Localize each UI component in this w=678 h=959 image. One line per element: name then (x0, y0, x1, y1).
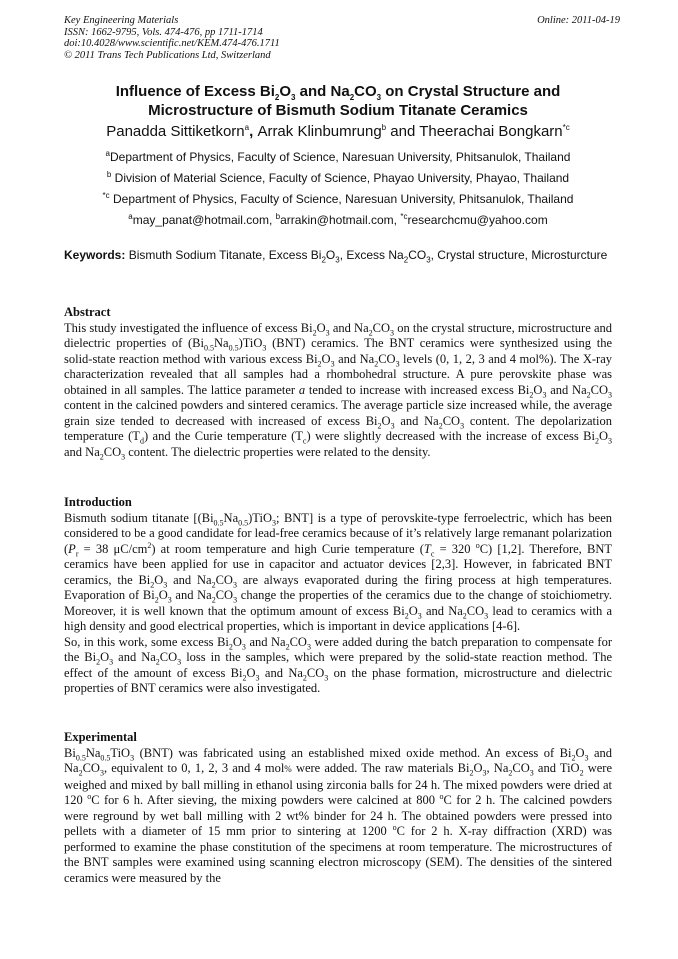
copyright-line: © 2011 Trans Tech Publications Ltd, Switzerland (64, 49, 271, 61)
online-date: Online: 2011-04-19 (537, 15, 620, 26)
introduction-paragraph: Bismuth sodium titanate [$(Bi_{0.5}Na_{0.5})TiO_3$; BNT] is a type of perovskite-type ferroelectric, which has been considered to be a good candidate for lead-free ceramics because of it’s relatively large remanant polarization ($P_r = 38$ $\mu C/cm^2$) at room temperature and high Curie temperature ($T_c = 320$ $^o$C) [1,2]. Therefore, BNT ceramics have been applied for use in capacitor and actuator devices [2,3]. However, in fabricated BNT ceramics, the $Bi_2O_3$ and $Na_2CO_3$ are always evaporated during the firing process at high temperatures. Evaporation of $Bi_2O_3$ and $Na_2CO_3$ change the properties of the ceramics due to the change of stoichiometry. Moreover, it is well known that the optimum amount of excess $Bi_2O_3$ and $Na_2CO_3$ lead to ceramics with a high density and good electrical properties, which is important in device applications [4-6]. (64, 510, 613, 633)
doi-line[interactable]: doi:10.4028/www.scientific.net/KEM.474-476.1711 (64, 38, 280, 49)
abstract-heading: Abstract (64, 305, 111, 319)
email-link[interactable]: may_panat@hotmail.com, (132, 213, 276, 227)
author-name: Arrak Klinbumrung (257, 123, 382, 140)
journal-name: Key Engineering Materials (64, 15, 179, 26)
affiliation-a: $^a$Department of Physics, Faculty of Science, Naresuan University, Phitsanulok, Thailand (105, 149, 571, 164)
introduction-paragraph: So, in this work, some excess $Bi_2O_3$ and $Na_2CO_3$ were added during the batch preparation to compensate for the $Bi_2O_3$ and $Na_2CO_3$ loss in the samples, which were prepared by the solid-state reaction method. The effect of the amount of excess $Bi_2O_3$ and $Na_2CO_3$ on the phase formation, microstructure and dielectric properties of BNT ceramics were also investigated. (64, 634, 612, 695)
author-emails: $^a$may_panat@hotmail.com, $^b$arrakin@hotmail.com, $^{*c}$researchcmu@yahoo.com (128, 212, 548, 227)
abstract-section (64, 305, 612, 460)
email-link[interactable]: researchcmu@yahoo.com (407, 213, 548, 227)
issn-line: ISSN: 1662-9795, Vols. 474-476, pp 1711-1714 (64, 26, 263, 38)
affiliation-b: $^b$ Division of Material Science, Faculty of Science, Phayao University, Phayao, Thailand (106, 170, 570, 185)
author-name: Theerachai Bongkarn (419, 123, 563, 140)
introduction-heading: Introduction (64, 495, 132, 509)
experimental-paragraph: $Bi_{0.5}Na_{0.5}TiO_3$ (BNT) was fabricated using an established mixed oxide method. An excess of $Bi_2O_3$ and $Na_2CO_3$, equivalent to 0, 1, 2, 3 and 4 mol% were added. The raw materials $Bi_2O_3$, $Na_2CO_3$ and TiO$_2$ were weighed and mixed by ball milling in ethanol using zirconia balls for 24 h. The mixed powders were dried at 120 $^o$C for 6 h. After sieving, the mixing powders were calcined at 800 $^o$C for 2 h. The calcined powders were reground by wet ball milling with 2 wt% binder for 24 h. The obtained powders were pressed into pellets with a diameter of 15 mm prior to sintering at 1200 $^o$C for 2 h. X-ray diffraction (XRD) was performed to examine the phase constitution of the specimens at room temperature. The microstructures of the BNT samples were examined using scanning electron microscopy (SEM). The densities of the sintered ceramics were measured by the (64, 745, 613, 885)
abstract-text: This study investigated the influence of excess $Bi_2O_3$ and $Na_2CO_3$ on the crystal structure, microstructure and dielectric properties of $(Bi_{0.5}Na_{0.5})TiO_3$ (BNT) ceramics. The BNT ceramics were synthesized using the solid-state reaction method with various excess $Bi_2O_3$ and $Na_2CO_3$ levels (0, 1, 2, 3 and 4 mol%). The X-ray characterization revealed that all samples had a rhombohedral structure. A pure perovskite phase was obtained in all samples. The lattice parameter a tended to increase with increased excess $Bi_2O_3$ and $Na_2CO_3$ content in the calcined powders and sintered ceramics. The average particle size increased while, the average grain size tended to decreased with increased of excess $Bi_2O_3$ and $Na_2CO_3$ content. The depolarization temperature $(T_d)$ and the Curie temperature $(T_c)$ were slightly decreased with the increase of excess $Bi_2O_3$ and $Na_2CO_3$ content. The dielectric properties were related to the density. (64, 320, 612, 461)
experimental-section (64, 730, 612, 886)
journal-header (64, 15, 620, 61)
paper-title: Influence of Excess $Bi_2O_3$ and $Na_2CO_3$ on Crystal Structure and Microstructure of Bismuth Sodium Titanate Ceramics (115, 83, 561, 119)
affiliation-c: $^{*c}$ Department of Physics, Faculty of Science, Naresuan University, Phitsanulok, Thailand (102, 191, 574, 206)
email-link[interactable]: arrakin@hotmail.com, (280, 213, 401, 227)
experimental-heading: Experimental (64, 730, 137, 744)
introduction-section (64, 495, 612, 697)
author-list: Panadda Sittiketkorn$^a$, Arrak Klinbumrung$^b$ and Theerachai Bongkarn$^{*c}$ (106, 123, 570, 140)
keywords-label: Keywords: (64, 248, 126, 262)
keywords: Keywords: Bismuth Sodium Titanate, Excess $Bi_2O_3$, Excess $Na_2CO_3$, Crystal structure, Microsturcture (64, 248, 608, 265)
author-name: Panadda Sittiketkorn (106, 123, 245, 140)
